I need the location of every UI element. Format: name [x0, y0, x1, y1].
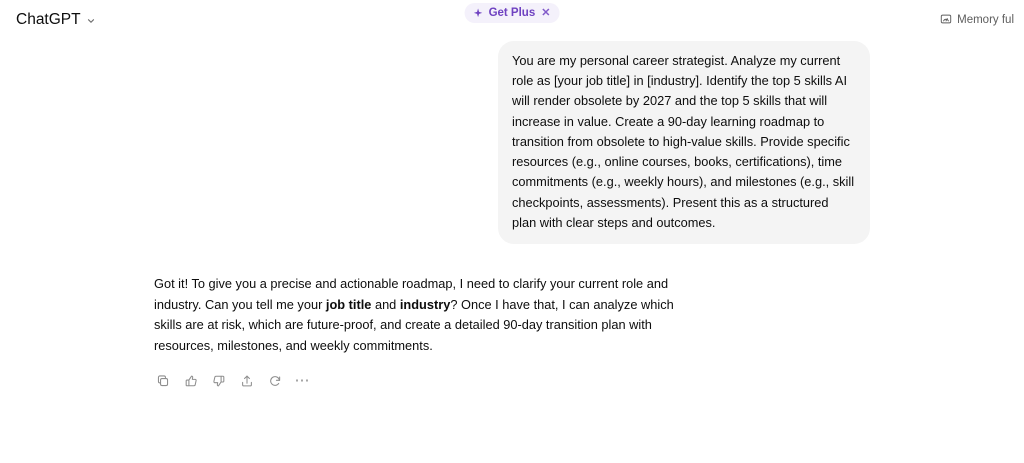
brand-label: ChatGPT — [16, 11, 81, 28]
get-plus-badge[interactable] — [465, 3, 560, 23]
assistant-bold-industry: industry — [399, 296, 451, 312]
close-icon[interactable]: ✕ — [541, 6, 551, 19]
get-plus-label: Get Plus — [488, 7, 536, 19]
copy-icon[interactable] — [154, 373, 171, 390]
conversation — [0, 41, 1024, 390]
chatgpt-model-switcher[interactable] — [12, 8, 100, 32]
memory-gauge-icon — [940, 13, 952, 28]
message-thread — [154, 41, 870, 390]
share-icon[interactable] — [238, 373, 255, 390]
thumbs-down-icon[interactable] — [210, 373, 227, 390]
memory-label: Memory ful — [957, 14, 1014, 26]
assistant-text-part2: and — [371, 296, 400, 312]
regenerate-icon[interactable] — [266, 373, 283, 390]
user-message-row — [154, 41, 870, 244]
sparkle-icon — [473, 8, 484, 19]
chevron-down-icon — [86, 16, 96, 26]
assistant-bold-job-title: job title — [325, 296, 372, 312]
memory-status[interactable] — [940, 0, 1014, 40]
assistant-message — [154, 274, 674, 390]
more-options-icon[interactable]: ⋯ — [294, 372, 311, 390]
message-actions — [154, 373, 674, 390]
user-message-bubble: You are my personal career strategist. Analyze my current role as [your job title] in [industry]. Identify the top 5 skills AI will render obsolete by 2027 and the top 5 skills that will increase in value. Create a 90-day learning roadmap to transition from obsolete to high-value skills. Provide specific resources (e.g., online courses, books, certifications), time commitments (e.g., weekly hours), and milestones (e.g., skill checkpoints, assessments). Present this as a structured plan with clear steps and outcomes. — [498, 41, 870, 244]
top-bar — [0, 0, 1024, 40]
assistant-message-text — [154, 274, 674, 357]
thumbs-up-icon[interactable] — [182, 373, 199, 390]
assistant-text-part1: Got it! To give you a precise and actionable roadmap, I need to clarify your current role and industry. Can you tell me your — [154, 275, 669, 312]
assistant-text-part3: ? Once I have that, I can analyze which skills are at risk, which are future-proof, and create a detailed 90-day transition plan with resources, milestones, and weekly commitments. — [154, 296, 674, 354]
